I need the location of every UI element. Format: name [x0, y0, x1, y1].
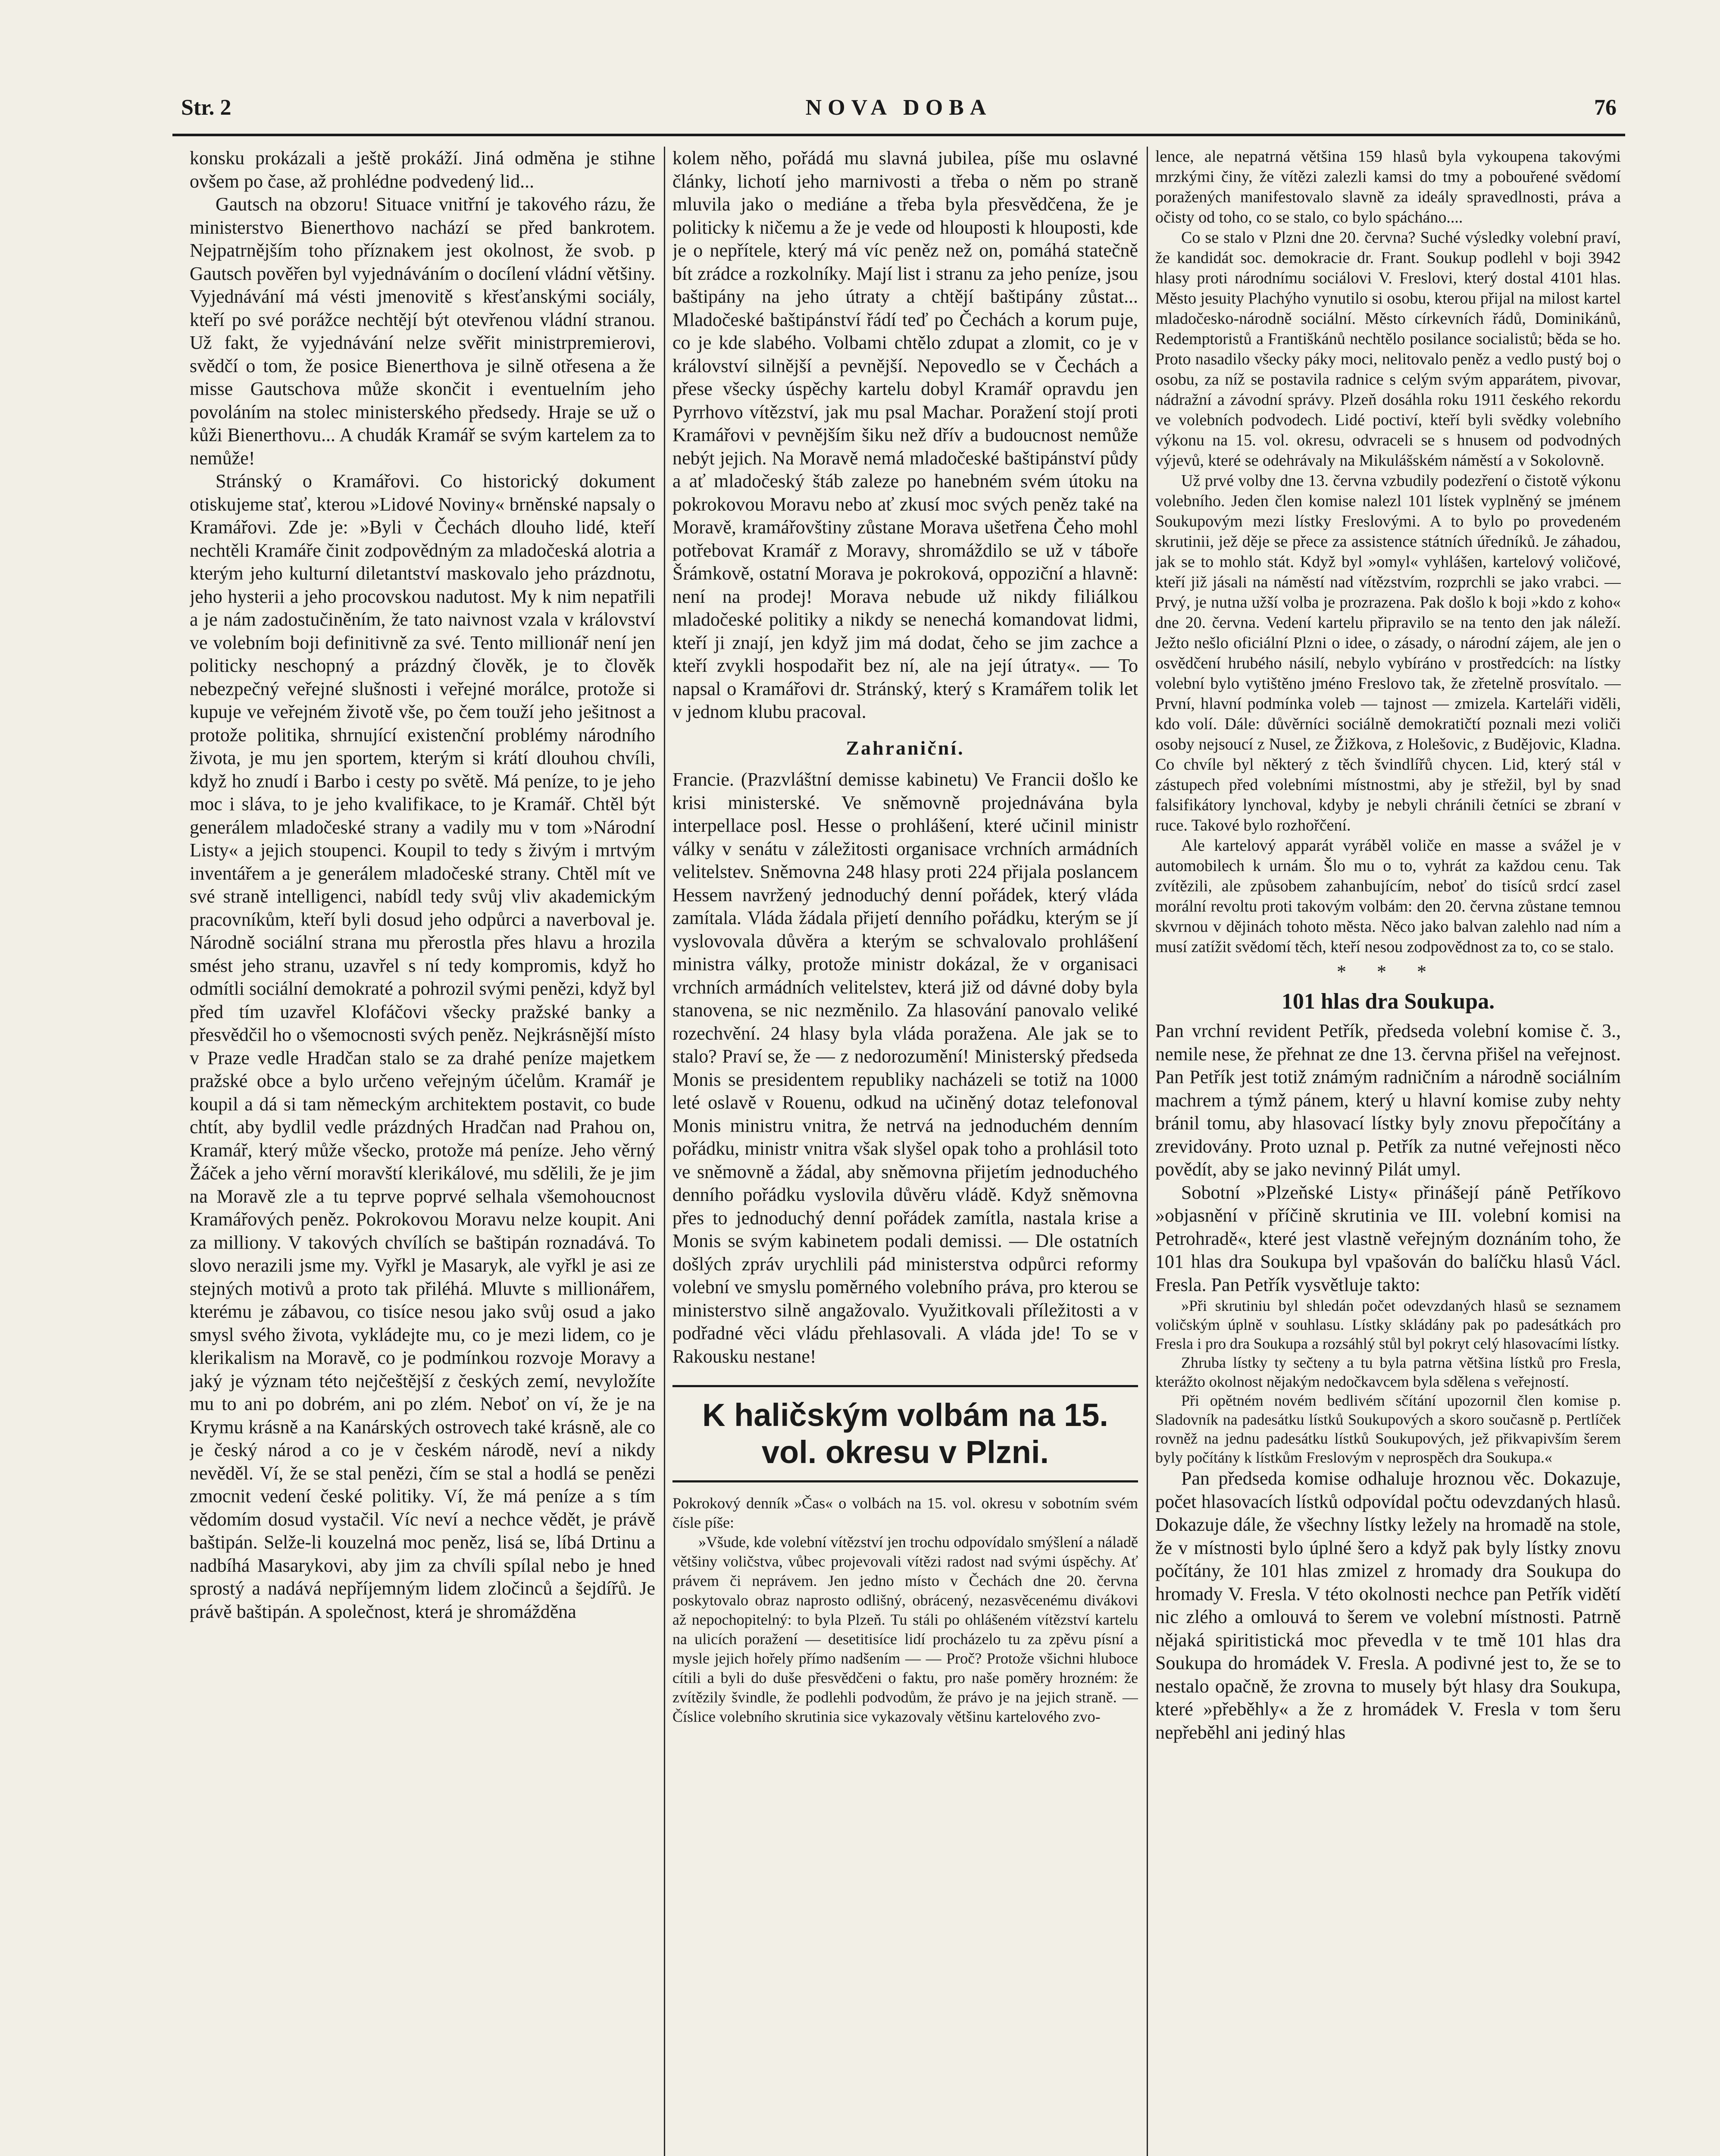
section-heading: Zahraniční.	[846, 736, 965, 759]
paragraph: Gautsch na obzoru! Situace vnitřní je takového rázu, že ministerstvo Bienerthovo nachází se před bankrotem. Nejpatrnějším toho příznakem jest okolnost, že svob. p Gautsch pověřen byl vyjednáváním o docílení vládní většiny. Vyjednávání má vésti jmenovitě s křesťanskými sociály, kteří po své porážce nechtějí být otevřenou vládní stranou. Už fakt, že vyjednávání nelze svěřit ministrpremierovi, svědčí o tom, že posice Bienerthova je silně otřesena a že misse Gautschova může skončit i eventuelním jeho povoláním na stolec ministerského předsedy. Hraje se už o kůži Bienerthovu... A chudák Kramář se svým kartelem za to nemůže!	[190, 194, 655, 469]
quote-paragraph: »Při skrutiniu byl shledán počet odevzdaných hlasů se seznamem voličským úplně v souhlasu. Lístky skládány pak po padesátkách pro Fresla i pro dra Soukupa a rozsáhlý stůl byl pokryt celý hlasovacími lístky.	[1155, 1297, 1621, 1352]
masthead: NOVA DOBA	[805, 95, 992, 120]
column-divider	[664, 147, 665, 2156]
page-number-right: 76	[1594, 95, 1617, 120]
column-3	[1155, 147, 1621, 2156]
paragraph: Stránský o Kramářovi. Co historický dokument otiskujeme stať, kterou »Lidové Noviny« brněnské napsaly o Kramářovi. Zde je: »Byli v Čechách dlouho lidé, kteří nechtěli Kramáře činit zodpovědným za mladočeská alotria a kterým jeho kulturní diletantství maskovalo jeho prázdnotu, jeho hysterii a jeho procovskou nadutost. My k nim nepatřili a je nám zadostučiněním, že tato naivnost vzala v království ve volebním boji definitivně za své. Tento millionář není jen politicky neschopný a prázdný člověk, je to člověk nebezpečný veřejné slušnosti i veřejné morálce, protože si kupuje ve veřejném životě vše, po čem touží jeho ješitnost a protože politika, shrnující existenční problémy národního života, je mu jen sportem, kterým si krátí dlouhou chvíli, když ho znudí i Barbo i cesty po světě. Má peníze, to je jeho moc i sláva, to je jeho kvalifikace, to je Kramář. Chtěl být generálem mladočeské strany a vadily mu v tom »Národní Listy« a jejich stoupenci. Koupil to tedy s živým i mrtvým inventářem a je generálem mladočeské strany. Chtěl mít ve své straně intelligenci, nabídl tedy svůj vliv akademickým pracovníkům, kteří byli dosud jeho odpůrci a naverboval je. Národně sociální strana mu přerostla přes hlavu a hrozila smést jeho stranu, uzavřel s ní tedy kompromis, když ho odmítli sociální demokraté a pohrozil svými penězi, když byl před tím uzavřel Klofáčovi všecky pražské banky a přesvědčil ho o všemocnosti svých peněz. Nejkrásnější místo v Praze vedle Hradčan stalo se za drahé peníze majetkem pražské obce a bylo určeno veřejným účelům. Kramář je koupil a dá si tam německým architektem postavit, co bude chtít, aby bydlil vedle prázdných Hradčan nad Prahou on, Kramář, který může všecko, protože má peníze. Jeho věrný Žáček a jeho věrní moravští klerikálové, mu sdělili, že je jim na Moravě zle a tu teprve poprvé selhala všemohoucnost Kramářových peněz. Pokrokovou Moravu nelze koupit. Ani za milliony. V takových chvílích se baštipán roznadává. To slovo nerazili jsme my. Vyřkl je Masaryk, ale vyřkl je asi ze stejných motivů a proto tak přiléhá. Mluvte s millionářem, kterému je zábavou, co tisíce nesou jako svůj osud a jako smysl svého života, vykládejte mu, co je mezi lidem, co je klerikalism na Moravě, co je podmínkou rozvoje Moravy a jaký je význam této nejčeštější z českých zemí, nevyložíte mu to ani po dobrém, ani po zlém. Neboť on ví, že je na Krymu krásně a na Kanárských ostrovech také krásně, ale co je český národ a co je v českém národě, neví a nikdy nevěděl. Ví, že se stal penězi, čím se stal a hodlá se penězi zmocnit vedení české politiky. Ví, že má peníze a s tím vědomím dosud vystačil. Víc neví a nechce vědět, je právě baštipán. Selže-li kouzelná moc peněz, lisá se, líbá Drtinu a nadbíhá Masarykovi, aby jim za chvíli spílal nebo je hned sprostý a nadává nepříjemným lidem zločinců a šejdířů. Je právě baštipán. A společnost, která je shromážděna	[190, 470, 655, 1622]
column-2	[672, 147, 1138, 2156]
section-separator: * * *	[1337, 961, 1439, 982]
quote-paragraph: Při opětném novém bedlivém sčítání upozornil člen komise p. Sladovník na padesátku lístků Soukupových a skoro současně p. Pertlíček rovněž na jednu padesátku lístků Soukupových, jež přikvapivším šerem byly počítány k lístkům Freslovým v neprospěch dra Soukupa.«	[1155, 1392, 1621, 1466]
column-1	[190, 147, 655, 2156]
paragraph: Sobotní »Plzeňské Listy« přinášejí páně Petříkovo »objasnění v příčině skrutinia ve III. volební komisi na Petrohradě«, které jest vlastně veřejným doznáním toho, že 101 hlas dra Soukupa byl vpašován do balíčku hlasů Václ. Fresla. Pan Petřík vysvětluje takto:	[1155, 1181, 1621, 1295]
paragraph: kolem něho, pořádá mu slavná jubilea, píše mu oslavné články, lichotí jeho marnivosti a třeba o něm po straně mluvila jako o mediáne a třeba byla přesvědčena, že je politicky k ničemu a že je vede od hlouposti k hlouposti, kde je o nepřítele, který má víc peněz než on, pomáhá statečně bít zrádce a rozkolníky. Mají list i stranu za jeho peníze, jsou baštipány na jeho útraty a chtějí baštipány zůstat... Mladočeské baštipánství řádí teď po Čechách a korum puje, co je kde slabého. Volbami chtělo zdupat a zlomit, co je v království silnější a pevnější. Nepovedlo se v Čechách a přese všecky úspěchy kartelu dobyl Kramář opravdu jen Pyrrhovo vítězství, jak mu psal Machar. Poražení stojí proti Kramářovi v pevnějším šiku než dřív a budoucnost nemůže nebýt jejich. Na Moravě nemá mladočeské baštipánství půdy a ať mladočeský štáb zaleze po hanebném svém útoku na pokrokovou Moravu nebo ať zkusí moc svých peněz také na Moravě, kramářovštiny zůstane Morava ušetřena Čeho mohl potřebovat Kramář z Moravy, shromáždilo se už v táboře Šrámkově, ostatní Morava je pokroková, oppoziční a hlavně: není na prodej! Morava nebude už nikdy filiálkou mladočeské politiky a nikdy se nenechá komandovat lidmi, kteří ji znají, jen když jim má dodat, čeho se jim zachce a kteří zvykli hospodařit bez ní, ale na její útraty«. — To napsal o Kramářovi dr. Stránský, který s Kramářem tolik let v jednom klubu pracoval.	[672, 147, 1138, 722]
paragraph: Co se stalo v Plzni dne 20. června? Suché výsledky volební praví, že kandidát soc. demokracie dr. Frant. Soukup podlehl v boji 3942 hlasy proti národnímu sociálovi V. Freslovi, který dostal 4101 hlas. Město jesuity Plachýho vynutilo si osobu, kterou přijal na milost kartel mladočesko-národně sociální. Město církevních řádů, Dominikánů, Redemptoristů a Františkánů nechtělo posilance socialistů; běda se ho. Proto nasadilo všecky páky moci, nelitovalo peněz a vedlo pustý boj o osobu, za níž se postavila radnice s celým svým apparátem, pivovar, nádražní a závodní správy. Plzeň dosáhla roku 1911 českého rekordu ve volebních podvodech. Lidé poctiví, kteří byli svědky volebního výkonu na 15. vol. okresu, odvraceli se s hnusem od podvodných výjevů, které se odehrávaly na Mikulášském náměstí a v Sokolovně.	[1155, 229, 1621, 470]
paragraph: Pan předseda komise odhaluje hroznou věc. Dokazuje, počet hlasovacích lístků odpovídal počtu odevzdaných hlasů. Dokazuje dále, že všechny lístky ležely na hromadě na stole, že v místnosti bylo úplné šero a když pak byly lístky znovu počítány, že 101 hlas zmizel z hromady dra Soukupa do hromady V. Fresla. V této okolnosti nechce pan Petřík vidětí nic zlého a omlouvá to šerem ve volební místnosti. Patrně nějaká spiritistická moc převedla v te tmě 101 hlas dra Soukupa do hromádek V. Fresla. A podivné jest to, že se to nestalo opačně, že zrovna to musely být hlasy dra Soukupa, které »přeběhly« a že z hromádek V. Fresla v tom šeru nepřeběhl ani jediný hlas	[1155, 1468, 1621, 1743]
page-header	[172, 82, 1625, 136]
paragraph: lence, ale nepatrná většina 159 hlasů byla vykoupena takovými mrzkými činy, že vítězi zalezli kamsi do tmy a pobouřené svědomí poražených manifestovalo slavně za ideály spravedlnosti, práva a očisty od toho, co se stalo, co bylo spácháno....	[1155, 147, 1621, 226]
paragraph: Francie. (Prazvláštní demisse kabinetu) Ve Francii došlo ke krisi ministerské. Ve sněmovně projednávána byla interpellace posl. Hesse o prohlášení, které učinil ministr války v senátu v záležitosti organisace vrchních armádních velitelstev. Sněmovna 248 hlasy proti 224 přijala poslancem Hessem navržený jednoduchý denní pořádek, který vláda zamítala. Vláda žádala přijetí denního pořádku, kterým se jí vyslovovala důvěra a kterým se schvalovalo prohlášení ministra války, protože ministr dokázal, že v organisaci vrchních armádních velitelstev, která již od dávné doby byla stanovena, se nic nezměnilo. Za hlasování panovalo veliké rozechvění. 24 hlasy byla vláda poražena. Ale jak se to stalo? Praví se, že — z nedorozumění! Ministerský předseda Monis se presidentem republiky nacházeli se totiž na 1000 leté oslavě v Rouenu, odkud na učiněný dotaz telefonoval Monis ministru vnitra, že netrvá na jednoduchém denním pořádku, ministr vnitra však slyšel opak toho a prohlásil toto ve sněmovně a žádal, aby sněmovna přijetím jednoduchého denního pořádku vyslovila důvěru vládě. Když sněmovna přes to jednoduchý denní pořádek zamítla, nastala krise a Monis se svým kabinetem podali demissi. — Dle ostatních došlých zpráv urychlili pád ministerstva odpůrci reformy volební ve smyslu poměrného volebního práva, pro kterou se ministerstvo silně angažovalo. Využitkovali příležitosti a v podřadné věci vládu přehlasovali. A vláda jde! To se v Rakousku nestane!	[672, 769, 1138, 1367]
quote-paragraph: Zhruba lístky ty sečteny a tu byla patrna většina lístků pro Fresla, kterážto okolnost nějakým nedočkavcem byla sdělena s veřejností.	[1155, 1354, 1621, 1390]
article-headline: K haličským volbám na 15. vol. okresu v Plzni.	[672, 1385, 1138, 1482]
column-divider	[1147, 147, 1148, 2156]
paragraph: Už prvé volby dne 13. června vzbudily podezření o čistotě výkonu volebního. Jeden člen komise nalezl 101 lístek vyplněný se jménem Soukupovým mezi lístky Freslovými. A to bylo po provedeném skrutinii, jež děje se přece za assistence státních úředníků. Je záhadou, jak se to mohlo stát. Když byl »omyl« vyhlášen, kartelový voličové, kteří již jásali na náměstí nad vítězstvím, rozprchli se jako vrabci. — Prvý, je nutna užší volba je prozrazena. Pak došlo k boji »kdo z koho« dne 20. června. Vedení kartelu připravilo se na tento den jak náleží. Ježto nešlo oficiální Plzni o idee, o zásady, o národní zájem, ale jen o osvědčení hrubého násilí, nebylo vybíráno v prostředcích: na lístky volební bylo vytištěno jméno Freslovo tak, že zřetelně prosvítalo. — První, hlavní podmínka voleb — tajnost — zmizela. Karteláři viděli, kdo volí. Dále: důvěrníci sociálně demokratičtí poznali mezi voliči osoby nejsoucí z Nusel, ze Žižkova, z Holešovic, z Budějovic, Kladna. Co chvíle byl některý z těch švindlířů chycen. Lid, který stál v zástupech před volebními místnostmi, aby je střežil, byl by snad falsifikátory lynchoval, kdyby je nebyli chránili četníci se zbraní v ruce. Takové bylo rozhořčení.	[1155, 472, 1621, 834]
paragraph: konsku prokázali a ještě prokáží. Jiná odměna je stihne ovšem po čase, až prohlédne podvedený lid...	[190, 147, 655, 192]
paragraph: Pan vrchní revident Petřík, předseda volební komise č. 3., nemile nese, že přehnat ze dne 13. června přišel na veřejnost. Pan Petřík jest totiž známým radničním a národně sociálním machrem a týmž pánem, který u hlavní komise zuby nehty bránil tomu, aby hlasovací lístky byly znovu přepočítány a zrevidovány. Proto uznal p. Petřík za nutné veřejnosti něco povědít, aby se jako nevinný Pilát umyl.	[1155, 1020, 1621, 1180]
paragraph: »Všude, kde volební vítězství jen trochu odpovídalo smýšlení a náladě většiny voličstva, vůbec projevovali vítězi radost nad svými úspěchy. Ať právem či neprávem. Jen jedno místo v Čechách dne 20. června poskytovalo obraz naprosto odlišný, obrácený, nezasvěcenému divákovi až nepochopitelný: to byla Plzeň. Tu stáli po ohlášeném vítězství kartelu na ulicích poražení — desetitisíce lidí procházelo tu za zpěvu písní a mysle jejich hořely přímo nadšením — — Proč? Protože všichni hluboce cítili a byli do duše přesvědčeni o faktu, pro naše poměry hrozném: že zvítězily švindle, že podlehli podvodům, že právo je na jejich straně. — Číslice volebního skrutinia sice vykazovaly většinu kartelového zvo-	[672, 1533, 1138, 1725]
newspaper-page	[172, 82, 1625, 2156]
paragraph: Ale kartelový apparát vyráběl voliče en masse a svážel je v automobilech k urnám. Šlo mu o to, vyhrát za každou cenu. Tak zvítězili, ale způsobem zahanbujícím, neboť do tisíců srdcí zasel morální revoltu proti takovým volbám: den 20. června zůstane temnou skvrnou v dějinách tohoto města. Něco jako balvan zalehlo nad ním a musí zatížit svědomí těch, kteří nesou zodpovědnost za to, co se stalo.	[1155, 837, 1621, 956]
paragraph: Pokrokový denník »Čas« o volbách na 15. vol. okresu v sobotním svém čísle píše:	[672, 1495, 1138, 1531]
article-headline: 101 hlas dra Soukupa.	[1281, 989, 1495, 1014]
page-number-left: Str. 2	[181, 95, 231, 120]
